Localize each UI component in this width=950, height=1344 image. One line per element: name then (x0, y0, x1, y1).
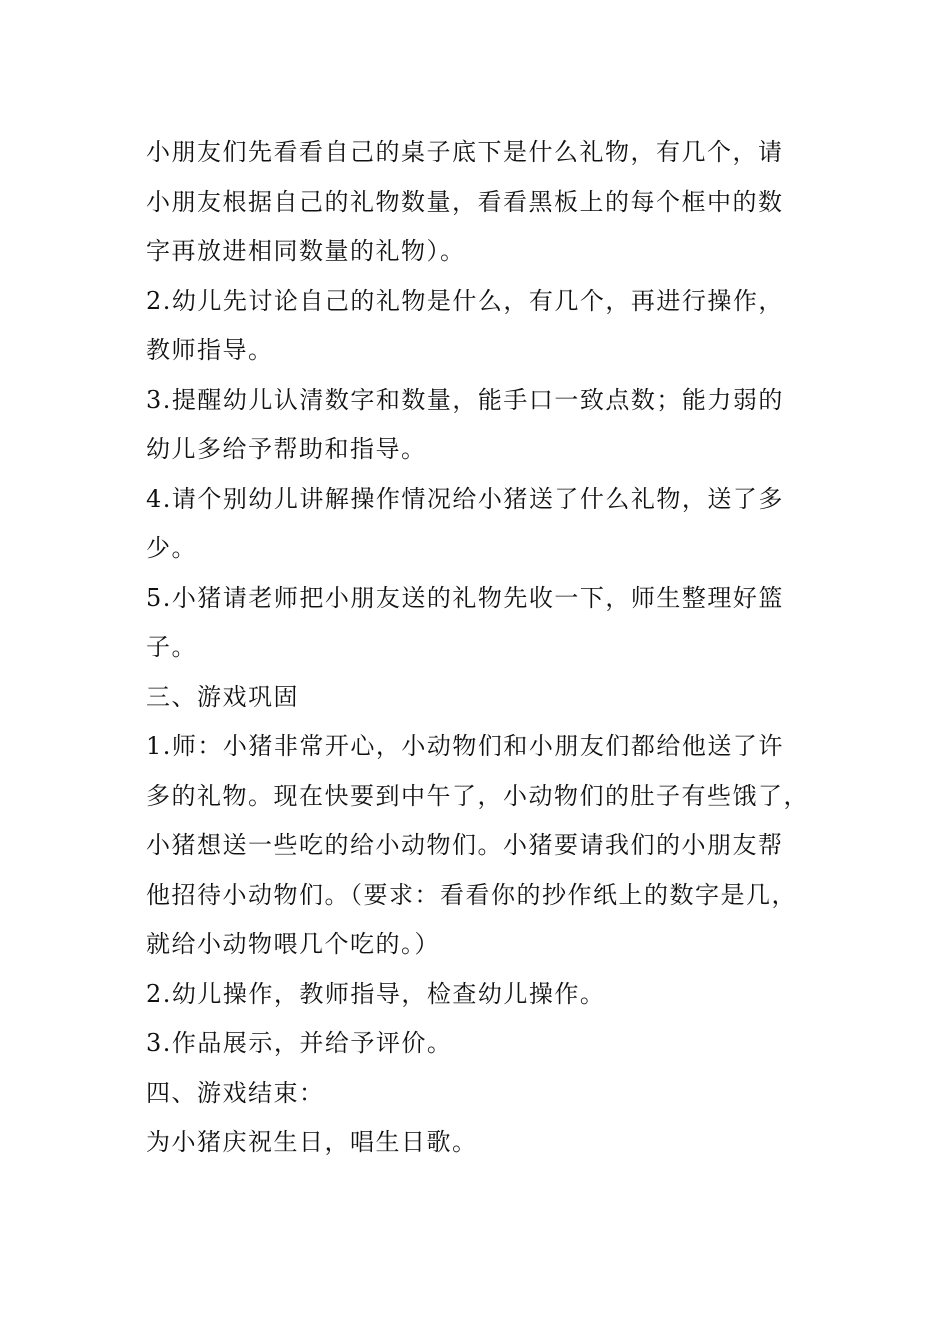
list-item-line: 3.作品展示，并给予评价。 (146, 1029, 453, 1057)
list-item-line: 3.提醒幼儿认清数字和数量，能手口一致点数；能力弱的 (146, 385, 784, 414)
text-line: 子。 (146, 633, 197, 661)
text-line: 幼儿多给予帮助和指导。 (146, 435, 427, 463)
text-line: 字再放进相同数量的礼物）。 (146, 237, 466, 265)
text-line: 他招待小动物们。（要求：看看你的抄作纸上的数字是几， (146, 880, 797, 909)
text-line: 小猪想送一些吃的给小动物们。小猪要请我们的小朋友帮 (146, 831, 784, 859)
text-line: 多的礼物。现在快要到中午了，小动物们的肚子有些饿了， (146, 781, 809, 810)
document-body (146, 128, 809, 1168)
list-item-line: 2.幼儿先讨论自己的礼物是什么，有几个，再进行操作， (146, 286, 784, 315)
list-item-line: 2.幼儿操作，教师指导，检查幼儿操作。 (146, 979, 606, 1008)
list-item-line: 1.师：小猪非常开心，小动物们和小朋友们都给他送了许 (146, 732, 784, 760)
text-line: 小朋友们先看看自己的桌子底下是什么礼物，有几个，请 (146, 138, 784, 166)
text-line: 就给小动物喂几个吃的。） (146, 930, 440, 958)
section-heading: 三、游戏巩固 (146, 682, 299, 711)
section-heading: 四、游戏结束： (146, 1078, 325, 1107)
text-line: 小朋友根据自己的礼物数量，看看黑板上的每个框中的数 (146, 187, 784, 216)
list-item-line: 5.小猪请老师把小朋友送的礼物先收一下，师生整理好篮 (146, 583, 784, 612)
text-line: 少。 (146, 534, 197, 562)
text-line: 教师指导。 (146, 336, 274, 364)
list-item-line: 4.请个别幼儿讲解操作情况给小猪送了什么礼物，送了多 (146, 484, 784, 513)
text-line: 为小猪庆祝生日，唱生日歌。 (146, 1128, 478, 1156)
